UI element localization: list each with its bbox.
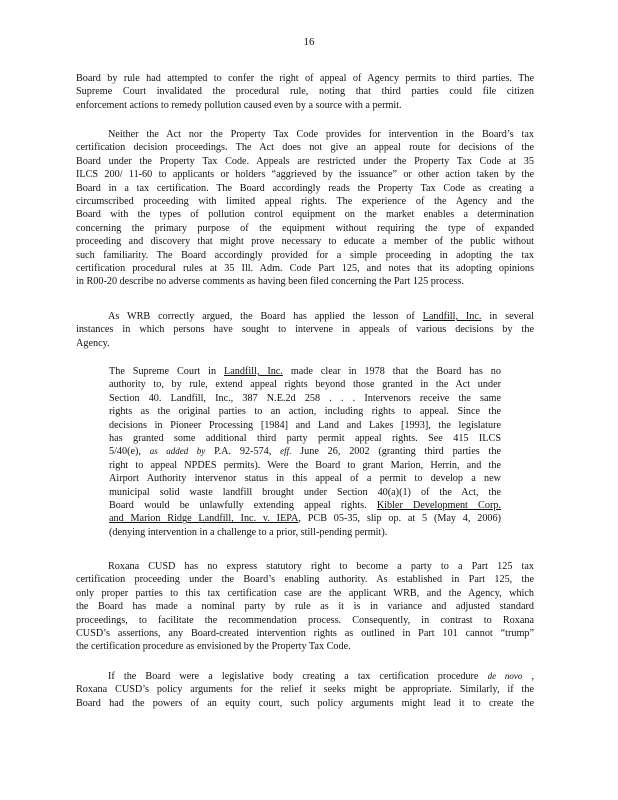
text-line: proceeding and discovery that might prove necessary to educate a member of the public without xyxy=(76,236,534,248)
text-line: rights as the original parties to an action, including rights to appeal. Since the xyxy=(109,406,501,418)
case-citation-link: Kibler Development Corp. xyxy=(376,500,501,512)
case-citation-link: Landfill, Inc. xyxy=(224,366,283,377)
text-run: in several xyxy=(481,311,535,322)
text-line: (denying intervention in a challenge to a prior, still-pending permit). xyxy=(109,526,388,538)
text-line: the Board has made a nominal party by rule as it is in variance and adjusted standard xyxy=(76,601,534,613)
text-line: in R00-20 describe no adverse comments as having been filed concerning the Part 125 process. xyxy=(76,276,464,288)
paragraph-4 xyxy=(76,560,534,654)
text-line: circumscribed proceeding with limited appeal rights. The experience of the Agency and the xyxy=(76,196,534,208)
text-line: certification procedural rules at 35 Ill. Adm. Code Part 125, and notes that its adopting opinions xyxy=(76,263,534,275)
text-line: such familiarity. The Board accordingly provided for a simple proceeding in adopting the tax xyxy=(76,249,534,261)
text-run: , PCB 05-35, slip op. at 5 (May 4, 2006) xyxy=(298,513,501,525)
text-line: certification proceeding under the Board’s enabling authority. As established in Part 125, the xyxy=(76,574,534,586)
text-line: enforcement actions to remedy pollution caused even by a source with a permit. xyxy=(76,99,402,111)
text-line: Neither the Act nor the Property Tax Code provides for intervention in the Board’s tax xyxy=(108,129,534,140)
text-line: Board by rule had attempted to confer the right of appeal of Agency permits to third parties. The xyxy=(76,73,534,84)
text-line xyxy=(76,670,534,683)
text-line: municipal solid waste landfill brought under Section 40(a)(1) of the Act, the xyxy=(109,486,501,498)
text-line: CUSD’s assertions, any Board-created intervention rights as outlined in Part 101 cannot “trump” xyxy=(76,628,534,640)
text-line xyxy=(76,310,534,323)
block-quote xyxy=(109,365,501,539)
text-line: right to appeal NPDES permits). Were the Board to grant Marion, Herrin, and the xyxy=(109,459,501,471)
text-run: , xyxy=(522,671,535,682)
text-line: Board under the Property Tax Code. Appeals are restricted under the Property Tax Code at 35 xyxy=(76,155,534,167)
text-run: 5/40(e), xyxy=(109,446,150,458)
text-run: As WRB correctly argued, the Board has applied the lesson of xyxy=(108,311,423,322)
paragraph-1 xyxy=(76,72,534,112)
text-run: Board would be unlawfully extending appeal rights. xyxy=(109,500,377,512)
text-line: proceedings, to facilitate the recommendation process. Consequently, in contrast to Roxana xyxy=(76,614,534,626)
text-line: only proper parties to this tax certification case are the applicant WRB, and the Agency, which xyxy=(76,587,534,599)
text-line xyxy=(109,365,501,378)
text-line xyxy=(109,499,501,512)
text-line: ILCS 200/ 11-60 to applicants or holders “aggrieved by the issuance” or other action taken by the xyxy=(76,169,534,181)
text-line: the certification procedure as envisioned by the Property Tax Code. xyxy=(76,641,351,653)
text-run: If the Board were a legislative body creating a tax certification procedure xyxy=(108,671,488,682)
text-line: concerning the primary purpose of the equipment without requiring the type of expanded xyxy=(76,222,534,234)
text-line: has granted some additional third party permit appeal rights. See 415 ILCS xyxy=(109,433,501,445)
text-line: Airport Authority intervenor status in this appeal of a permit to develop a new xyxy=(109,473,501,485)
text-run: P.A. 92-574, xyxy=(205,446,281,458)
text-line: Roxana CUSD has no express statutory right to become a party to a Part 125 tax xyxy=(108,561,534,572)
text-line: decisions in Pioneer Processing [1984] and Land and Lakes [1993], the legislature xyxy=(109,419,501,431)
paragraph-2 xyxy=(76,128,534,289)
text-line xyxy=(109,445,501,458)
text-line: Roxana CUSD’s policy arguments for the relief it seeks might be appropriate. Similarly, if the xyxy=(76,684,534,696)
paragraph-5 xyxy=(76,670,534,710)
text-run: June 26, 2002 (granting third parties the xyxy=(291,446,501,458)
text-line: Board with the types of pollution control equipment on the market enables a determination xyxy=(76,209,534,221)
text-line: Supreme Court invalidated the procedural rule, noting that third parties could file citizen xyxy=(76,86,534,98)
case-citation-link: and Marion Ridge Landfill, Inc. v. IEPA xyxy=(109,513,299,525)
text-run: made clear in 1978 that the Board has no xyxy=(282,366,501,377)
text-line: Board in a tax certification. The Board accordingly reads the Property Tax Code as creating a xyxy=(76,182,534,194)
text-line: authority to, by rule, extend appeal rights beyond those granted in the Act under xyxy=(109,379,501,391)
case-citation-link: Landfill, Inc. xyxy=(422,311,482,322)
paragraph-3 xyxy=(76,310,534,350)
italic-run: eff. xyxy=(280,446,292,457)
text-run: The Supreme Court in xyxy=(109,366,224,377)
page-number: 16 xyxy=(303,36,315,48)
italic-run: de novo xyxy=(487,671,523,681)
text-line: Section 40. Landfill, Inc., 387 N.E.2d 258 . . . Intervenors receive the same xyxy=(109,392,501,404)
italic-run: as added by xyxy=(149,446,206,457)
text-line: Board had the powers of an equity court, such policy arguments might lead it to create the xyxy=(76,697,534,709)
text-line: instances in which persons have sought to intervene in appeals of various decisions by the xyxy=(76,324,534,336)
text-line: Agency. xyxy=(76,337,110,349)
text-line: certification decision proceedings. The Act does not give an appeal route for decisions of the xyxy=(76,142,534,154)
text-line xyxy=(109,512,501,525)
